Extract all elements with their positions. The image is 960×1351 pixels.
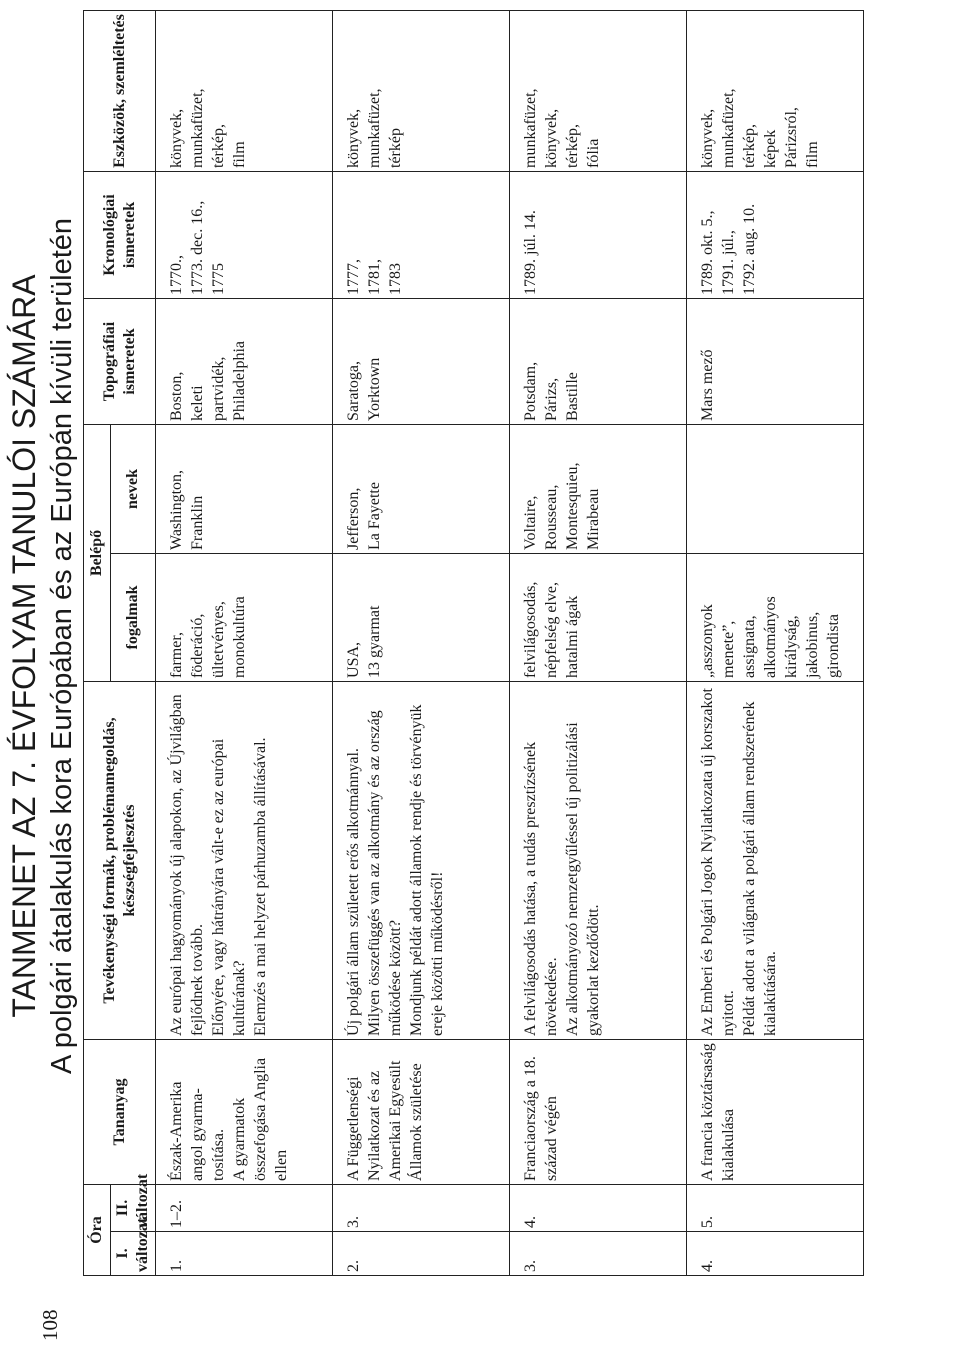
table-row bbox=[156, 10, 333, 1275]
header-tevekenyseg: Tevékenységi formák, problémamegoldás, készségfejlesztés bbox=[84, 681, 156, 1039]
cell-kronologiai: 1789. júl. 14. bbox=[510, 171, 687, 298]
cell-nevek: Voltaire, Rousseau, Montesquieu, Mirabeau bbox=[510, 424, 687, 553]
cell-eszkozok: munkafüzet, könyvek, térkép, fólia bbox=[510, 10, 687, 171]
cell-valtozat-1: 2. bbox=[333, 1232, 510, 1276]
page-subtitle: A polgári átalakulás kora Európában és az Európán kívüli területén bbox=[46, 217, 78, 1075]
table-row bbox=[333, 10, 510, 1275]
cell-kronologiai: 1789. okt. 5., 1791. júl., 1792. aug. 10. bbox=[687, 171, 864, 298]
header-nevek: nevek bbox=[111, 424, 156, 553]
cell-fogalmak: felvilágosodás, népfelség elve, hatalmi ágak bbox=[510, 553, 687, 681]
page-title: TANMENET AZ 7. ÉVFOLYAM TANULÓI SZÁMÁRA bbox=[6, 274, 42, 1018]
page-number: 108 bbox=[38, 1309, 62, 1341]
header-eszkozok: Eszközök, szemléltetés bbox=[84, 10, 156, 171]
header-valtozat-1: I. változat bbox=[111, 1232, 156, 1276]
cell-topografiai: Saratoga, Yorktown bbox=[333, 298, 510, 424]
curriculum-table bbox=[83, 10, 864, 1276]
header-belepo: Belépő bbox=[84, 424, 111, 681]
cell-tananyag: A francia köztársaság kialakulása bbox=[687, 1039, 864, 1184]
cell-tananyag: A Függetlenségi Nyilatkozat és az Amerikai Egyesült Államok születése bbox=[333, 1039, 510, 1184]
header-kronologiai: Kronológiai ismeretek bbox=[84, 171, 156, 298]
cell-nevek: Jefferson, La Fayette bbox=[333, 424, 510, 553]
cell-fogalmak: farmer, föderáció, ültetvényes, monokultúra bbox=[156, 553, 333, 681]
header-topografiai: Topográfiai ismeretek bbox=[84, 298, 156, 424]
header-fogalmak: fogalmak bbox=[111, 553, 156, 681]
cell-tevekenyseg: A felvilágosodás hatása, a tudás presztízsének növekedése. Az alkotmányozó nemzetgyűléssel új politizálási gyakorlat kezdődött. bbox=[510, 681, 687, 1039]
cell-valtozat-1: 3. bbox=[510, 1232, 687, 1276]
cell-valtozat-2: 4. bbox=[510, 1184, 687, 1231]
header-tananyag: Tananyag bbox=[84, 1039, 156, 1184]
cell-eszkozok: könyvek, munkafüzet, térkép, képek Párizsról, film bbox=[687, 10, 864, 171]
table-row bbox=[510, 10, 687, 1275]
cell-nevek bbox=[687, 424, 864, 553]
cell-fogalmak: USA, 13 gyarmat bbox=[333, 553, 510, 681]
cell-kronologiai: 1777, 1781, 1783 bbox=[333, 171, 510, 298]
cell-eszkozok: könyvek, munkafüzet, térkép bbox=[333, 10, 510, 171]
cell-valtozat-2: 1–2. bbox=[156, 1184, 333, 1231]
cell-topografiai: Potsdam, Párizs, Bastille bbox=[510, 298, 687, 424]
cell-kronologiai: 1770., 1773. dec. 16., 1775 bbox=[156, 171, 333, 298]
cell-tevekenyseg: Az Emberi és Polgári Jogok Nyilatkozata új korszakot nyitott. Példát adott a világnak a polgári állam rendszerének kialakítására. bbox=[687, 681, 864, 1039]
cell-tananyag: Franciaország a 18. század végén bbox=[510, 1039, 687, 1184]
header-row-1 bbox=[84, 10, 111, 1275]
cell-topografiai: Mars mező bbox=[687, 298, 864, 424]
cell-valtozat-2: 5. bbox=[687, 1184, 864, 1231]
cell-topografiai: Boston, keleti partvidék, Philadelphia bbox=[156, 298, 333, 424]
cell-nevek: Washington, Franklin bbox=[156, 424, 333, 553]
header-valtozat-2: II. változat bbox=[111, 1184, 156, 1231]
cell-valtozat-1: 4. bbox=[687, 1232, 864, 1276]
cell-valtozat-1: 1. bbox=[156, 1232, 333, 1276]
cell-tevekenyseg: Az európai hagyományok új alapokon, az Újvilágban fejlődnek tovább. Előnyére, vagy hátrányára vált-e ez az európai kultúrának? Elemzés a mai helyzet párhuzamba állításával. bbox=[156, 681, 333, 1039]
header-ora: Óra bbox=[84, 1184, 111, 1275]
cell-fogalmak: „asszonyok menete”, assignata, alkotmányos királyság, jakobinus, girondista bbox=[687, 553, 864, 681]
cell-tananyag: Észak-Amerika angol gyarma-tosítása. A gyarmatok összefogása Anglia ellen bbox=[156, 1039, 333, 1184]
table-row bbox=[687, 10, 864, 1275]
cell-eszkozok: könyvek, munkafüzet, térkép, film bbox=[156, 10, 333, 171]
cell-valtozat-2: 3. bbox=[333, 1184, 510, 1231]
cell-tevekenyseg: Új polgári állam született erős alkotmánnyal. Milyen összefüggés van az alkotmány és az ország működése között? Mondjunk példát adott államok rendje és törvényük ereje közötti működésről! bbox=[333, 681, 510, 1039]
